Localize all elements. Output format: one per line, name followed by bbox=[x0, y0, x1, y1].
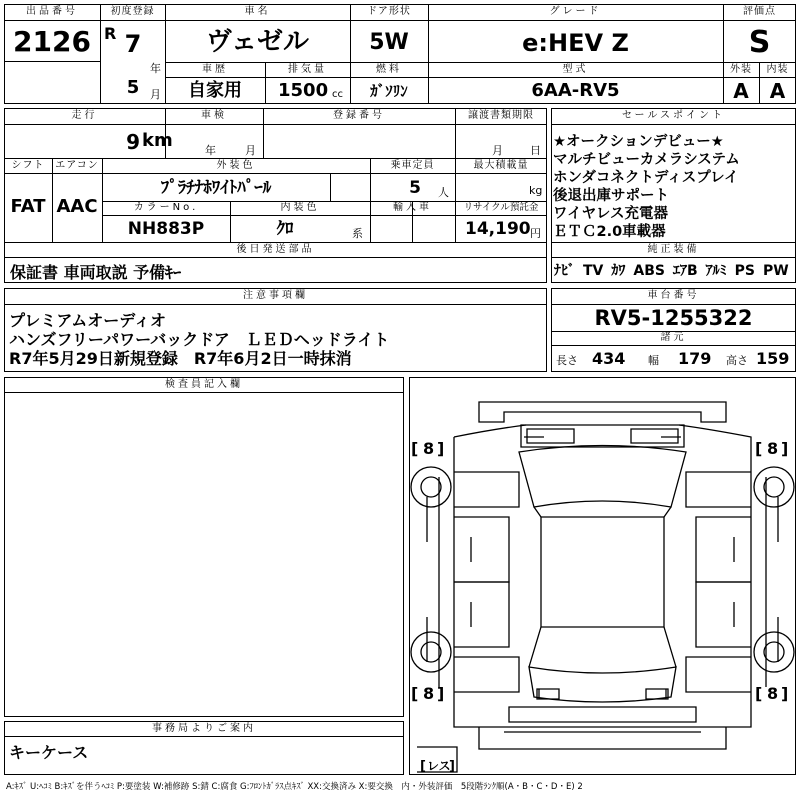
first-reg-year-unit: 年 bbox=[150, 62, 161, 75]
tread-front-left: 8 bbox=[423, 439, 435, 458]
equipment-item-abs: ABS bbox=[633, 263, 665, 279]
sales-point-item: ホンダコネクトディスプレイ bbox=[553, 170, 739, 186]
notes-line: プレミアムオーディオ bbox=[9, 311, 166, 330]
import-label: 輸入車 bbox=[393, 202, 432, 213]
displacement-label: 排気量 bbox=[288, 64, 327, 75]
sales-points-label: セールスポイント bbox=[621, 110, 726, 121]
height-label: 高さ bbox=[726, 354, 748, 367]
mileage-value: 9 bbox=[126, 130, 140, 154]
equipment-item-leather: ｶﾜ bbox=[611, 263, 626, 279]
door-value: 5W bbox=[369, 30, 409, 55]
car-name-label: 車名 bbox=[244, 6, 271, 17]
displacement-unit: cc bbox=[332, 89, 343, 100]
int-color-value: ｸﾛ bbox=[276, 219, 294, 239]
ext-color-value: ﾌﾟﾗﾁﾅﾎﾜｲﾄﾊﾟｰﾙ bbox=[160, 178, 272, 198]
inspection-month-unit: 月 bbox=[245, 144, 256, 157]
grade-value: e:HEV Z bbox=[522, 29, 629, 57]
color-no-label: カラーNo. bbox=[133, 202, 199, 213]
mileage-label: 走行 bbox=[71, 110, 98, 121]
max-load-unit: kg bbox=[529, 184, 543, 197]
sales-point-item: ワイヤレス充電器 bbox=[553, 206, 668, 222]
transfer-deadline-label: 譲渡書類期限 bbox=[468, 110, 534, 121]
displacement-value: 1500 bbox=[278, 80, 329, 101]
svg-text:]: ] bbox=[437, 439, 445, 458]
car-name-value: ヴェゼル bbox=[206, 27, 309, 57]
interior-value: A bbox=[769, 79, 786, 103]
first-reg-label: 初度登録 bbox=[110, 6, 155, 17]
exterior-label: 外装 bbox=[730, 64, 752, 75]
first-reg-month: 5 bbox=[126, 77, 140, 98]
svg-text:[: [ bbox=[420, 759, 426, 774]
later-parts-value: 保証書 車両取説 予備ｷｰ bbox=[10, 263, 182, 282]
svg-text:[: [ bbox=[411, 439, 419, 458]
score-value: S bbox=[748, 25, 771, 60]
legend-text: A:ｷｽﾞ U:ﾍｺﾐ B:ｷｽﾞを伴うﾍｺﾐ P:要塗装 W:補修跡 S:錆 C:腐食 G:ﾌﾛﾝﾄｶﾞﾗｽ点ｷｽﾞ XX:交換済み X:要交換 内・外装評価 5段階ﾗﾝｸ順(A・B・C・D・E) 2 bbox=[6, 782, 583, 792]
shift-value: FAT bbox=[10, 196, 46, 217]
exterior-value: A bbox=[733, 79, 749, 103]
notes-line: ハンズフリーパワーバックドア ＬＥＤヘッドライト bbox=[9, 330, 390, 349]
capacity-unit: 人 bbox=[438, 186, 449, 199]
lot-number: 2126 bbox=[13, 25, 91, 58]
history-value: 自家用 bbox=[188, 80, 242, 101]
capacity-label: 乗車定員 bbox=[390, 160, 435, 171]
grade-label: グレード bbox=[549, 6, 602, 17]
first-reg-era: R bbox=[104, 24, 117, 43]
registration-label: 登録番号 bbox=[333, 110, 385, 121]
mileage-unit: km bbox=[142, 130, 173, 151]
equipment-item-tv: TV bbox=[583, 263, 604, 279]
svg-text:]: ] bbox=[781, 439, 789, 458]
height-value: 159 bbox=[756, 349, 790, 368]
length-label: 長さ bbox=[556, 354, 578, 367]
color-no-value: NH883P bbox=[127, 219, 205, 239]
chassis-label: 車台番号 bbox=[647, 290, 700, 301]
chassis-value: RV5-1255322 bbox=[594, 306, 753, 330]
tread-rear-right: 8 bbox=[767, 684, 779, 703]
first-reg-year: 7 bbox=[124, 30, 142, 58]
interior-label: 内装 bbox=[766, 64, 789, 75]
tread-front-right: 8 bbox=[767, 439, 779, 458]
first-reg-month-unit: 月 bbox=[150, 88, 161, 101]
aircon-value: AAC bbox=[56, 196, 98, 217]
inspector-label: 検査員記入欄 bbox=[165, 379, 243, 390]
shift-label: シフト bbox=[11, 160, 45, 171]
svg-text:[: [ bbox=[411, 684, 419, 703]
svg-text:]: ] bbox=[437, 684, 445, 703]
sales-point-item: マルチビューカメラシステム bbox=[553, 152, 740, 168]
inspection-label: 車検 bbox=[201, 110, 227, 121]
later-parts-label: 後日発送部品 bbox=[236, 244, 315, 255]
car-diagram bbox=[409, 377, 796, 775]
equipment-item-pw: PW bbox=[763, 263, 789, 279]
aircon-label: エアコン bbox=[55, 160, 99, 171]
spare-tire-status: レス bbox=[427, 759, 451, 773]
svg-text:]: ] bbox=[781, 684, 789, 703]
door-label: ドア形状 bbox=[367, 6, 411, 17]
transfer-day-unit: 日 bbox=[530, 144, 541, 157]
tread-rear-left: 8 bbox=[423, 684, 435, 703]
score-label: 評価点 bbox=[743, 6, 776, 17]
sales-point-item: ＥＴＣ2.0車載器 bbox=[553, 224, 666, 240]
notes-line: R7年5月29日新規登録 R7年6月2日一時抹消 bbox=[9, 349, 352, 368]
int-color-suffix: 系 bbox=[352, 227, 363, 240]
equipment-item-ps: PS bbox=[734, 263, 755, 279]
fuel-label: 燃料 bbox=[376, 64, 402, 75]
equipment-item-airbag: ｴｱB bbox=[672, 263, 698, 279]
inspector-box bbox=[4, 377, 404, 717]
int-color-label: 内装色 bbox=[280, 202, 320, 213]
transfer-month-unit: 月 bbox=[492, 144, 503, 157]
equipment-item-navi: ﾅﾋﾞ bbox=[554, 263, 575, 279]
recycle-value: 14,190 bbox=[465, 219, 531, 239]
lot-label: 出品番号 bbox=[26, 6, 78, 17]
office-label: 事務局よりご案内 bbox=[152, 723, 256, 734]
equipment-item-alloy: ｱﾙﾐ bbox=[705, 263, 727, 279]
model-value: 6AA-RV5 bbox=[531, 80, 620, 101]
svg-text:[: [ bbox=[755, 439, 763, 458]
fuel-value: ｶﾞｿﾘﾝ bbox=[370, 82, 408, 100]
sales-point-item: 後退出庫サポート bbox=[553, 188, 669, 204]
office-value: キーケース bbox=[9, 743, 89, 762]
history-label: 車歴 bbox=[202, 64, 228, 75]
equipment-list bbox=[554, 260, 794, 280]
recycle-label: リサイクル預託金 bbox=[463, 202, 539, 213]
recycle-unit: 円 bbox=[530, 227, 541, 240]
capacity-value: 5 bbox=[409, 178, 421, 198]
notes-label: 注意事項欄 bbox=[243, 290, 308, 301]
sales-point-item: ★オークションデビュー★ bbox=[553, 134, 724, 150]
equipment-label: 純正装備 bbox=[647, 244, 700, 255]
dims-label: 諸元 bbox=[660, 332, 687, 343]
inspection-year-unit: 年 bbox=[205, 144, 216, 157]
width-value: 179 bbox=[678, 349, 712, 368]
max-load-label: 最大積載量 bbox=[473, 160, 529, 171]
width-label: 幅 bbox=[648, 354, 659, 367]
model-label: 型式 bbox=[562, 64, 589, 75]
ext-color-label: 外装色 bbox=[216, 160, 256, 171]
svg-text:[: [ bbox=[755, 684, 763, 703]
length-value: 434 bbox=[592, 349, 626, 368]
svg-text:]: ] bbox=[449, 759, 455, 774]
